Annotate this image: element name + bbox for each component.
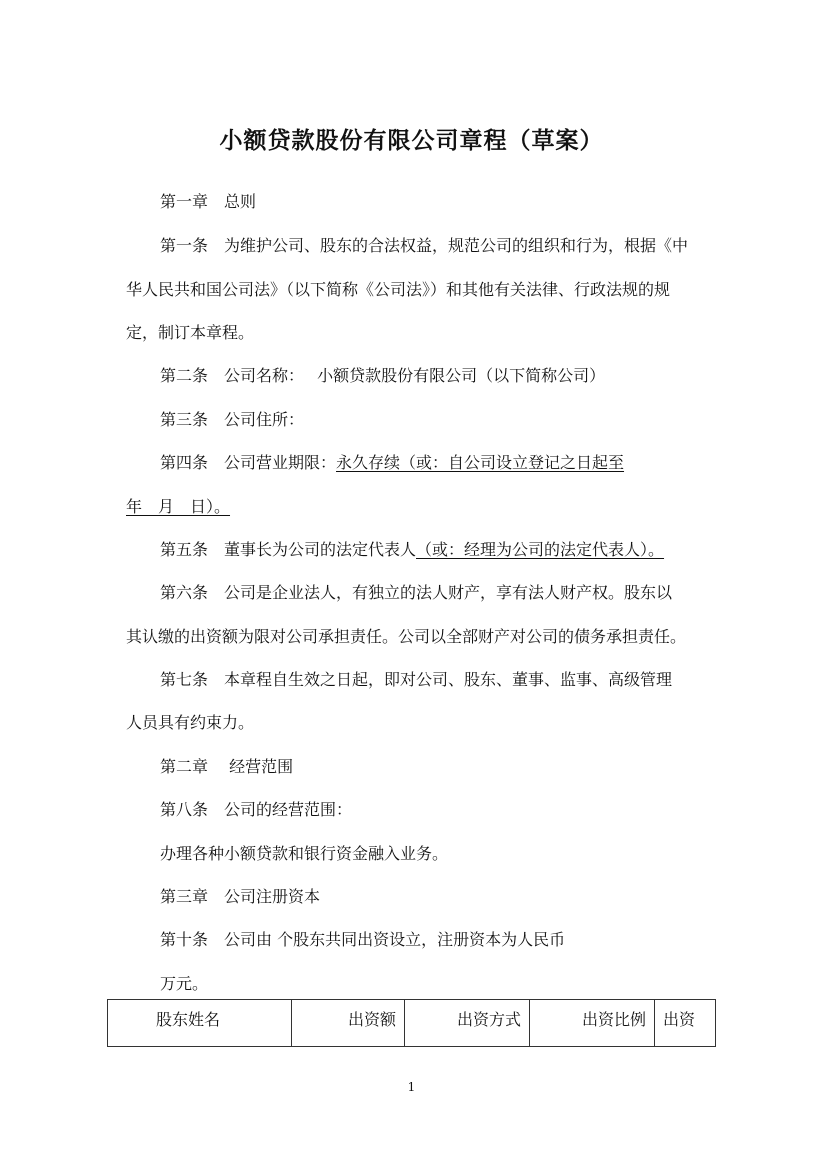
document-title: 小额贷款股份有限公司章程（草案）	[219, 127, 604, 154]
article-4-term-text: 永久存续（或：自公司设立登记之日起至	[336, 453, 625, 472]
article-6-line-2: 其认缴的出资额为限对公司承担责任。公司以全部财产对公司的债务承担责任。	[126, 627, 687, 646]
article-8: 第八条 公司的经营范围：	[160, 800, 353, 819]
article-5-prefix: 第五条 董事长为公司的法定代表人	[160, 540, 417, 559]
article-7-line-1: 第七条 本章程自生效之日起，即对公司、股东、董事、监事、高级管理	[160, 670, 673, 689]
page-number: 1	[407, 1080, 416, 1094]
header-shareholder-name: 股东姓名	[108, 1000, 292, 1047]
table-header-row	[108, 1000, 716, 1047]
article-1-line-1: 第一条 为维护公司、股东的合法权益，规范公司的组织和行为，根据《中	[160, 236, 689, 255]
article-4-term	[336, 453, 666, 472]
chapter-2-heading: 第二章 经营范围	[160, 757, 294, 776]
article-7-line-2: 人员具有约束力。	[126, 713, 255, 732]
article-6-line-1: 第六条 公司是企业法人，有独立的法人财产，享有法人财产权。股东以	[160, 583, 673, 602]
article-2: 第二条 公司名称： 小额贷款股份有限公司（以下简称公司）	[160, 366, 606, 385]
chapter-3-heading: 第三章 公司注册资本	[160, 887, 321, 906]
header-contribution-ratio: 出资比例	[530, 1000, 655, 1047]
article-4-line-2: 年 月 日）。	[126, 497, 231, 516]
article-3: 第三条 公司住所：	[160, 410, 305, 429]
article-1-line-3: 定，制订本章程。	[126, 323, 255, 342]
article-5	[160, 540, 664, 560]
article-4-prefix: 第四条 公司营业期限：	[160, 453, 337, 472]
article-10-line-1: 第十条 公司由 个股东共同出资设立，注册资本为人民币	[160, 930, 566, 949]
article-10-line-2: 万元。	[160, 974, 209, 993]
header-contribution-amount: 出资额	[292, 1000, 405, 1047]
blank-field	[624, 453, 666, 473]
header-contribution: 出资	[655, 1000, 716, 1047]
shareholder-table	[107, 999, 716, 1047]
header-contribution-method: 出资方式	[405, 1000, 530, 1047]
business-scope: 办理各种小额贷款和银行资金融入业务。	[160, 844, 449, 863]
article-1-line-2: 华人民共和国公司法》（以下简称《公司法》）和其他有关法律、行政法规的规	[126, 280, 671, 299]
chapter-1-heading: 第一章 总则	[160, 192, 257, 211]
article-4-line-1	[160, 453, 666, 473]
article-5-alternative: （或：经理为公司的法定代表人）。	[416, 540, 665, 559]
